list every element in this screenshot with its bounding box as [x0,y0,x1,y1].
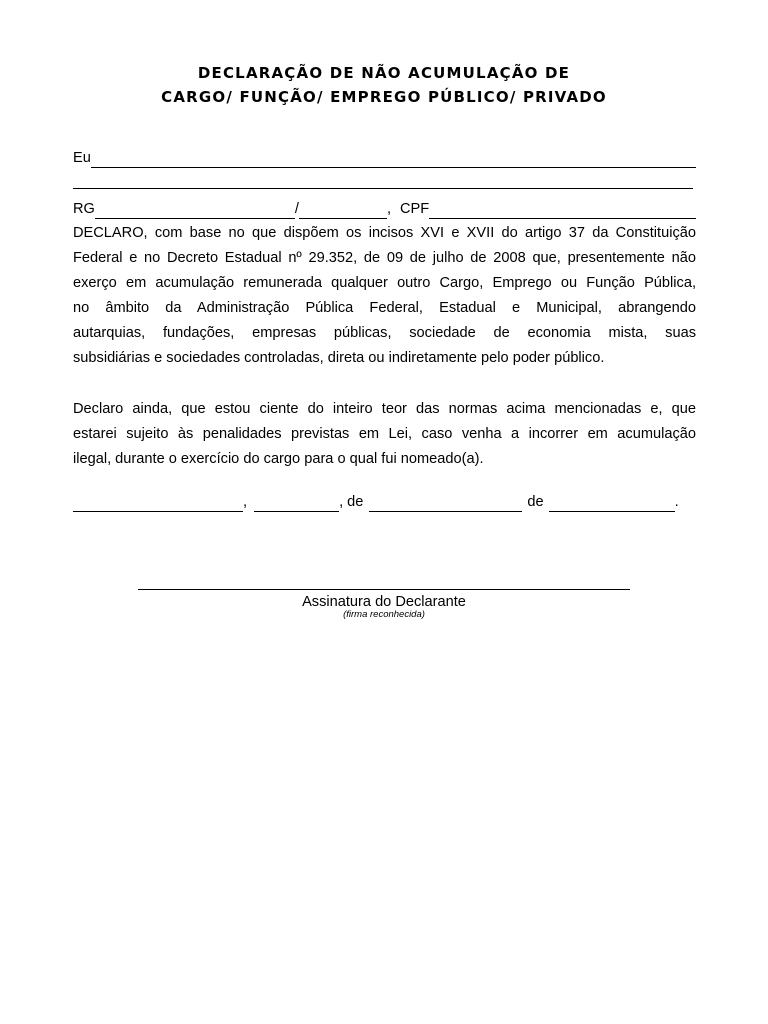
date-de-2: de [527,494,544,510]
signature-label: Assinatura do Declarante [302,594,466,610]
name-continuation-blank[interactable] [73,174,693,189]
rg-separator: / [294,201,299,217]
paragraph-1-line-4: no âmbito da Administração Pública Federal, Estadual e Municipal, abrangendo [73,300,696,316]
paragraph-2-line-2: estarei sujeito às penalidades previstas em Lei, caso venha a incorrer em acumulação [73,426,696,442]
date-de-1: , de [339,494,364,510]
paragraph-1-line-1: DECLARO, com base no que dispõem os incisos XVI e XVII do artigo 37 da Constituição [73,225,696,241]
rg-issuer-blank[interactable] [299,204,387,219]
name-continuation-row [73,174,696,189]
name-field-row [73,148,696,168]
date-line [73,492,696,512]
city-blank[interactable] [73,497,243,512]
paragraph-1-line-6: subsidiárias e sociedades controladas, direta ou indiretamente pelo poder público. [73,350,605,366]
paragraph-2-line-3: ilegal, durante o exercício do cargo para o qual fui nomeado(a). [73,451,484,467]
signature-line[interactable] [138,589,630,590]
paragraph-1-line-3: exerço em acumulação remunerada qualquer outro Cargo, Emprego ou Função Pública, [73,275,696,291]
month-blank[interactable] [369,497,522,512]
day-blank[interactable] [254,497,339,512]
paragraph-1-line-5: autarquias, fundações, empresas públicas, sociedade de economia mista, suas [73,325,696,341]
cpf-label: CPF [400,201,430,217]
signature-note: (firma reconhecida) [343,609,425,620]
rg-number-blank[interactable] [95,204,295,219]
name-blank[interactable] [91,153,696,168]
eu-label: Eu [73,150,91,166]
paragraph-1-line-2: Federal e no Decreto Estadual nº 29.352, de 09 de julho de 2008 que, presentemente não [73,250,696,266]
date-comma: , [243,494,248,510]
paragraph-2-line-1: Declaro ainda, que estou ciente do inteiro teor das normas acima mencionadas e, que [73,401,696,417]
cpf-blank[interactable] [429,204,696,219]
year-blank[interactable] [549,497,675,512]
date-end: . [674,494,679,510]
rg-label: RG [73,201,95,217]
cpf-separator: , [386,201,392,217]
rg-cpf-row [73,199,696,219]
document-title-line-1: DECLARAÇÃO DE NÃO ACUMULAÇÃO DE [197,64,571,82]
document-title-line-2: CARGO/ FUNÇÃO/ EMPREGO PÚBLICO/ PRIVADO [161,88,607,106]
